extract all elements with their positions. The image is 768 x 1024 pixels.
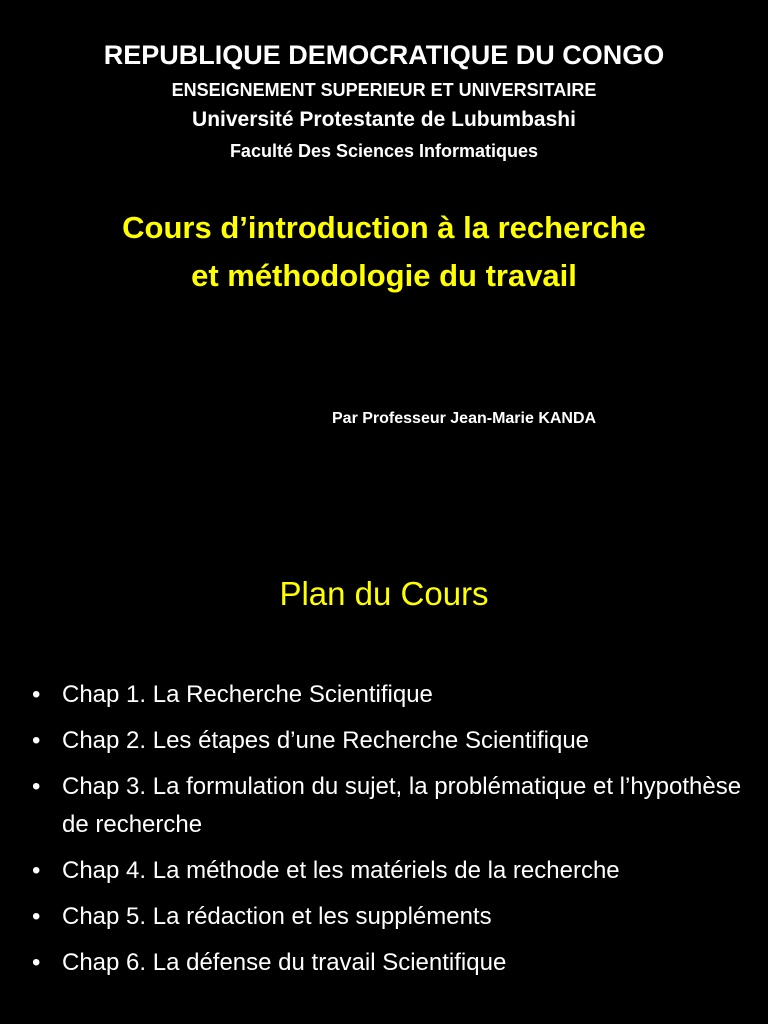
bullet-icon: • [32, 903, 41, 930]
chapter-label: Chap 6. La défense du travail Scientifique [62, 949, 507, 976]
faculty-heading: Faculté Des Sciences Informatiques [229, 141, 539, 161]
chapter-item [32, 768, 748, 844]
bullet-icon: • [32, 949, 41, 976]
course-title-line-1: Cours d’introduction à la recherche [122, 210, 646, 245]
course-title-line-2: et méthodologie du travail [191, 258, 577, 293]
bullet-icon: • [32, 727, 41, 754]
chapter-item [32, 722, 748, 760]
chapter-item [32, 852, 748, 890]
chapter-label: Chap 5. La rédaction et les suppléments [62, 903, 492, 930]
chapter-label: Chap 2. Les étapes d’une Recherche Scientifique [62, 727, 590, 754]
author-credit: Par Professeur Jean-Marie KANDA [332, 410, 597, 427]
chapter-label: Chap 3. La formulation du sujet, la problématique et l’hypothèse de recherche [62, 773, 742, 838]
chapter-list [32, 676, 748, 990]
bullet-icon: • [32, 681, 41, 708]
university-heading: Université Protestante de Lubumbashi [192, 108, 576, 131]
bullet-icon: • [32, 857, 41, 884]
plan-title: Plan du Cours [279, 575, 489, 612]
chapter-label: Chap 1. La Recherche Scientifique [62, 681, 433, 708]
chapter-label: Chap 4. La méthode et les matériels de la recherche [62, 857, 620, 884]
chapter-item [32, 944, 748, 982]
bullet-icon: • [32, 773, 41, 800]
chapter-item [32, 898, 748, 936]
course-title [0, 204, 768, 300]
ministry-heading: ENSEIGNEMENT SUPERIEUR ET UNIVERSITAIRE [171, 80, 597, 100]
chapter-item [32, 676, 748, 714]
country-heading: REPUBLIQUE DEMOCRATIQUE DU CONGO [103, 40, 665, 70]
